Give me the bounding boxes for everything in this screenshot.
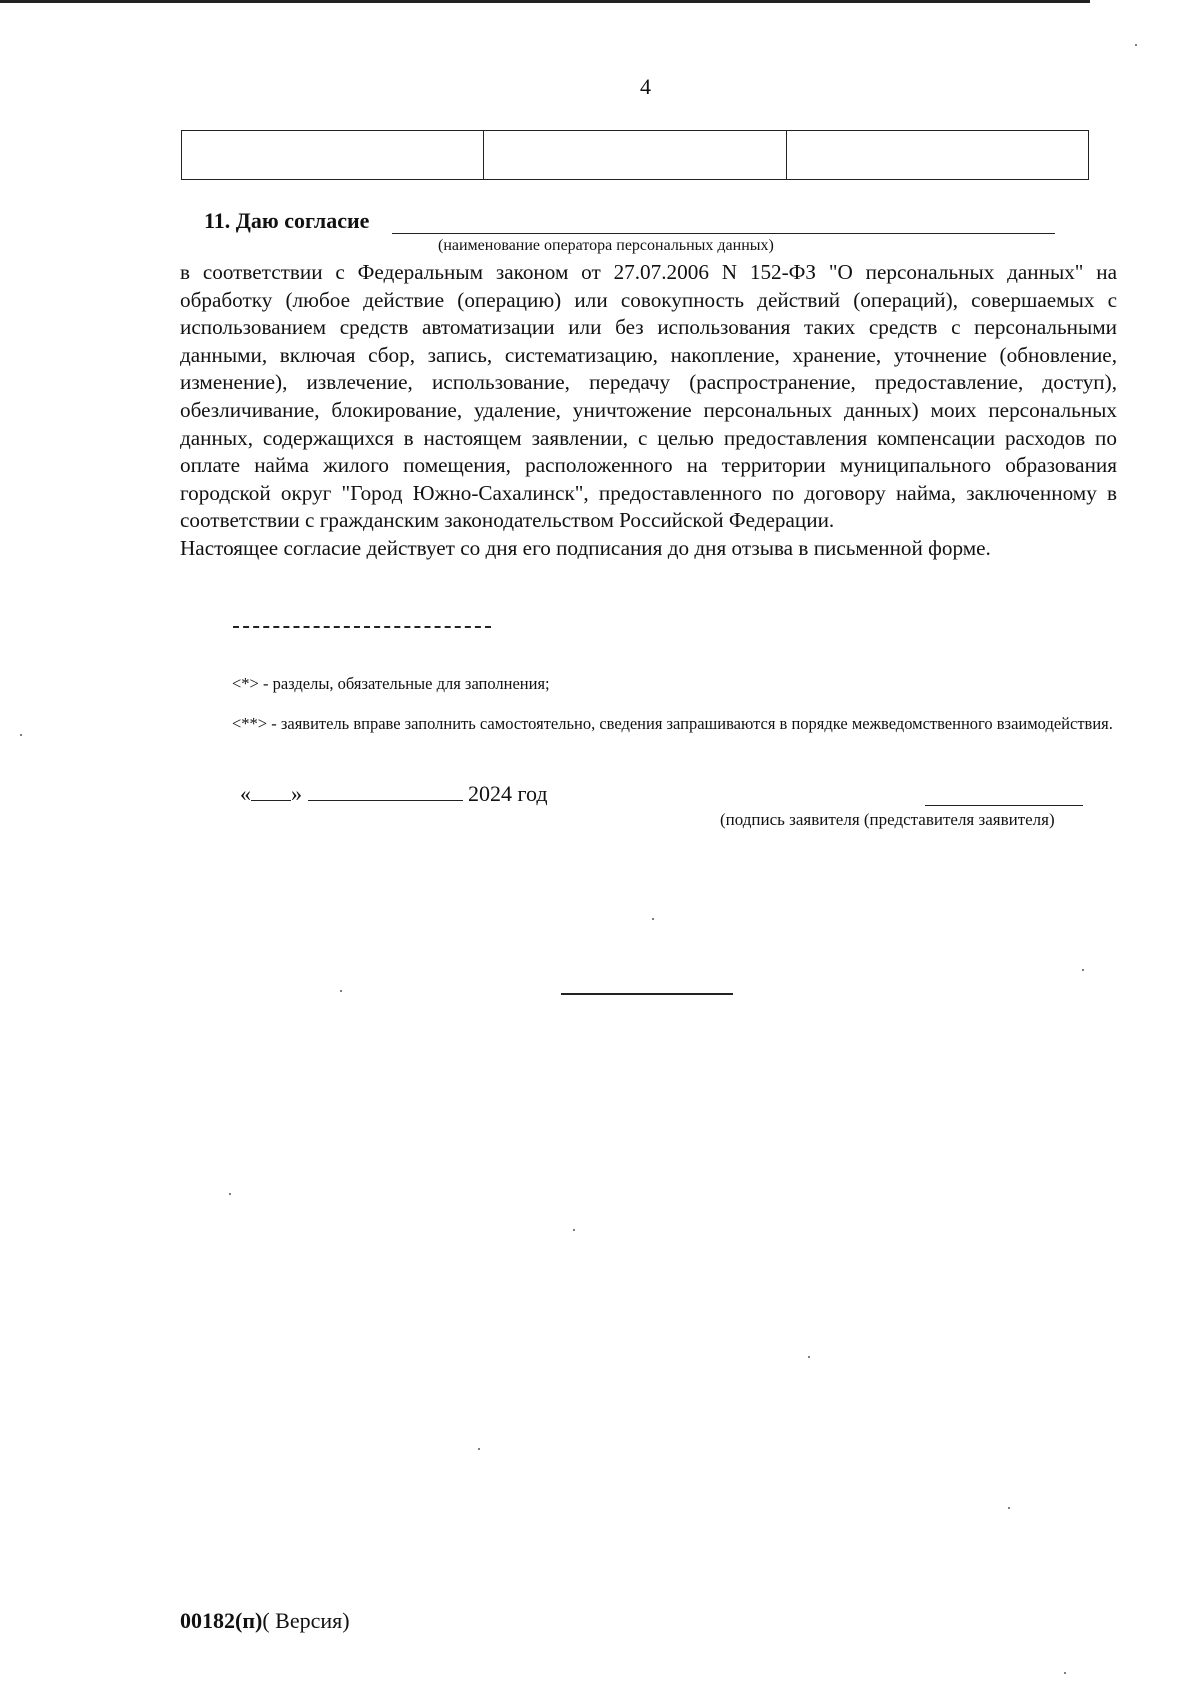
table-cell (786, 131, 1088, 180)
empty-table (181, 130, 1089, 180)
end-separator-line (561, 993, 733, 995)
top-border-line (0, 0, 1090, 3)
date-row (240, 781, 548, 807)
month-blank (308, 782, 463, 801)
year-text: 2024 год (468, 781, 548, 806)
signature-line (925, 805, 1083, 806)
consent-paragraph: в соответствии с Федеральным законом от 27.07.2006 N 152-ФЗ "О персональных данных" на обработку (любое действие (операцию) или совокупность действий (операций), совершаемых с использованием средств автоматизации или без использования таких средств с персональными данными, включая сбор, запись, систематизацию, накопление, хранение, уточнение (обновление, изменение), извлечение, использование, передачу (распространение, предоставление, доступ), обезличивание, блокирование, удаление, уничтожение персональных данных) моих персональных данных, содержащихся в настоящем заявлении, с целью предоставления компенсации расходов по оплате найма жилого помещения, расположенного на территории муниципального образования городской округ "Город Южно-Сахалинск", предоставленного по договору найма, заключенному в соответствии с гражданским законодательством Российской Федерации. (180, 260, 1117, 533)
table-row (182, 131, 1089, 180)
scan-speck (573, 1229, 575, 1231)
page-number: 4 (640, 74, 651, 99)
operator-caption: (наименование оператора персональных данных) (438, 237, 774, 254)
scan-speck (1064, 1672, 1066, 1674)
scan-speck (478, 1448, 480, 1450)
scan-speck (229, 1193, 231, 1195)
date-open-quote: « (240, 781, 251, 806)
footnote-separator (233, 626, 491, 628)
footnote-required: <*> - разделы, обязательные для заполнения; (232, 674, 550, 693)
day-blank (251, 782, 291, 801)
table-cell (484, 131, 786, 180)
scan-speck (1008, 1507, 1010, 1509)
document-version: ( Версия) (262, 1608, 350, 1633)
consent-validity-paragraph: Настоящее согласие действует со дня его подписания до дня отзыва в письменной форме. (180, 535, 991, 560)
footer (180, 1608, 350, 1634)
consent-heading: 11. Даю согласие (204, 208, 370, 233)
footnote-optional: <**> - заявитель вправе заполнить самостоятельно, сведения запрашиваются в порядке межведомственного взаимодействия. (232, 714, 1113, 733)
signature-caption: (подпись заявителя (представителя заявителя) (720, 810, 1055, 829)
scan-speck (1135, 44, 1137, 46)
document-code: 00182(п) (180, 1608, 263, 1633)
table-cell (182, 131, 484, 180)
scan-speck (340, 990, 342, 992)
operator-name-field (392, 233, 1055, 234)
date-close-quote: » (291, 781, 302, 806)
scan-speck (20, 734, 22, 736)
scan-speck (1082, 969, 1084, 971)
scan-speck (652, 918, 654, 920)
consent-text (180, 259, 1117, 563)
scan-speck (808, 1356, 810, 1358)
